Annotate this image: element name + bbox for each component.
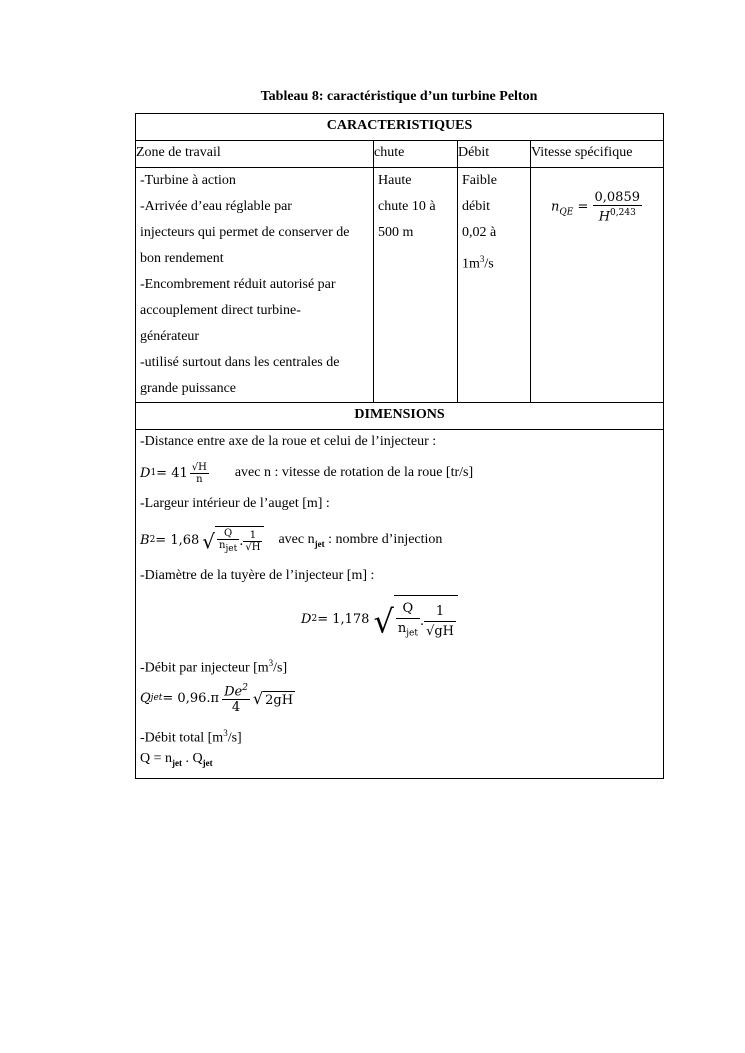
col-header-chute: chute [374,141,458,168]
col-header-zone: Zone de travail [136,141,374,168]
nqe-formula: $n_{QE}$ = $\frac{0,0859}{H^{0,243}}$ [551,190,640,225]
d1-formula: D 1 = 41 $\frac{√H}{n}$ avec n : vitesse de rotation de la roue [tr/s] [140,461,474,485]
d1-intro: -Distance entre axe de la roue et celui de l’injecteur : [140,434,437,449]
chute-line: Haute [378,173,412,188]
zone-line: générateur [140,329,200,344]
zone-line: injecteurs qui permet de conserver de [140,225,350,240]
b2-note: avec $n_{jet}$ : nombre d’injection [278,531,443,549]
chute-cell [374,168,458,403]
vitesse-cell [531,168,664,403]
b2-formula: B 2 = 1,68 √ $\frac{Q}{n_{jet}}$ . $\frac{1}{√H}$ avec $n_{jet}$ : nombre d’injection [140,527,443,554]
d2-formula: D 2 = 1,178 √ $\frac{Q}{n_{jet}}$ . $\frac{1}{√gH}$ [136,588,663,650]
zone-line: -utilisé surtout dans les centrales de [140,355,340,370]
b2-intro: -Largeur intérieur de l’auget [m] : [140,496,330,511]
qjet-formula: Q jet = 0,96.π $\frac{De^2}{4}$ √ 2gH [140,682,294,716]
d2-intro: -Diamètre de la tuyère de l’injecteur [m] : [140,568,375,583]
debit-cell [458,168,531,403]
debit-line: $1m^3/s$ [462,254,494,272]
zone-line: accouplement direct turbine- [140,303,301,318]
table-caption: Tableau 8: caractéristique d’un turbine Pelton [260,89,538,104]
chute-line: chute 10 à [378,199,436,214]
pelton-table [135,113,664,779]
qjet-intro: -Débit par injecteur $[m^3/s]$ [140,658,288,676]
zone-line: grande puissance [140,381,237,396]
qtot-intro: -Débit total $[m^3/s]$ [140,728,242,746]
debit-line: débit [462,199,490,214]
col-header-vitesse: Vitesse spécifique [531,141,664,168]
zone-cell [136,168,374,403]
zone-line: -Encombrement réduit autorisé par [140,277,336,292]
d1-note: avec n : vitesse de rotation de la roue [tr/s] [234,465,474,480]
qtot-formula: $Q = n_{jet}$ . $Q_{jet}$ [140,751,213,768]
zone-line: bon rendement [140,251,224,266]
chute-line: 500 m [378,225,414,240]
zone-line: -Turbine à action [140,173,236,188]
debit-line: 0,02 à [462,225,497,240]
zone-line: -Arrivée d’eau réglable par [140,199,292,214]
section-dimensions-title: DIMENSIONS [136,403,664,430]
section-caracteristiques-title: CARACTERISTIQUES [136,114,664,141]
col-header-debit: Débit [458,141,531,168]
dimensions-cell [136,430,664,779]
debit-line: Faible [462,173,497,188]
